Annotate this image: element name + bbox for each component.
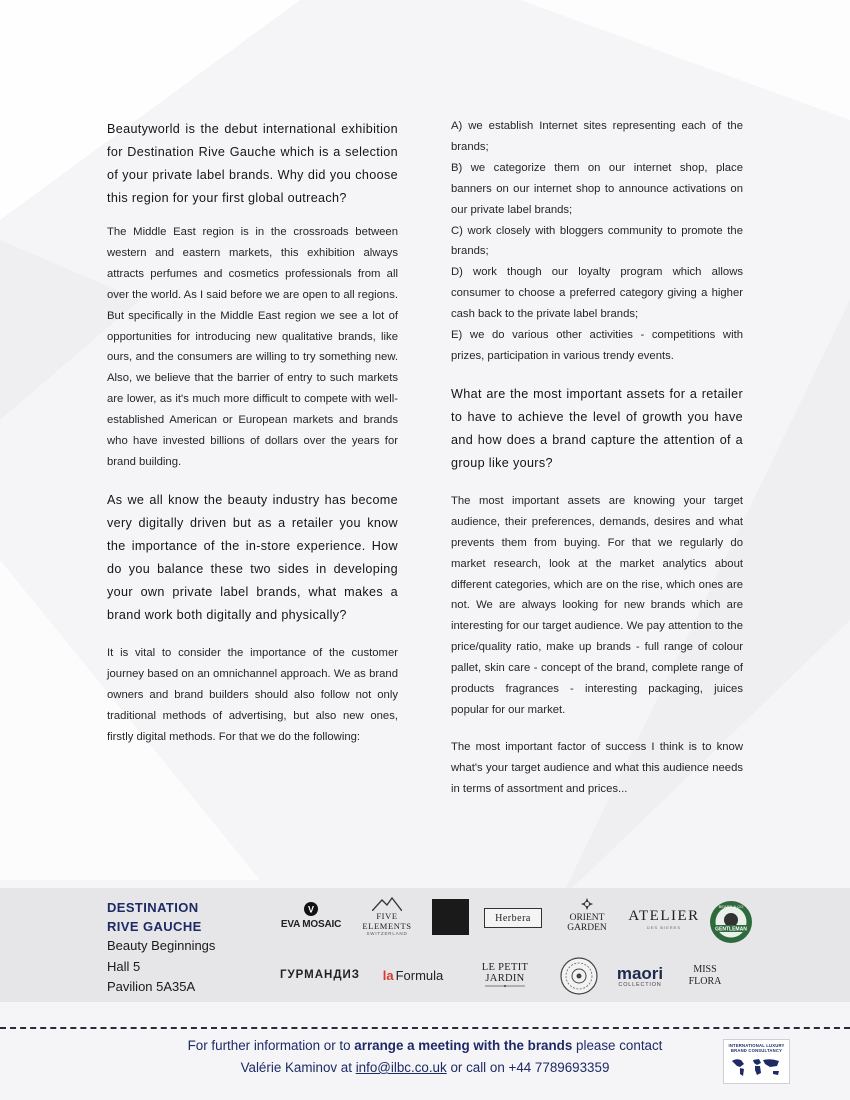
consultancy-logo: INTERNATIONAL LUXURY BRAND CONSULTANCY — [723, 1039, 790, 1084]
maori-collection-logo: maori COLLECTION — [616, 963, 664, 988]
question-3: What are the most important assets for a retailer to have to achieve the level of growth you have and how does a brand capture the attention of a group like yours? — [451, 386, 743, 470]
bearded-man-badge-icon — [709, 900, 753, 944]
arrange-meeting-emphasis: arrange a meeting with the brands — [354, 1038, 573, 1053]
svg-text:GENTLEMAN: GENTLEMAN — [715, 926, 747, 933]
eva-mosaic-logo: V EVA MOSAIC — [276, 897, 346, 933]
svg-text:BEARD & CO: BEARD & CO — [718, 904, 744, 909]
answer-2: It is vital to consider the importance of the customer journey based on an omnichannel approach. We as brand owners and brand builders should also follow not only traditional methods of advertising, but also new ones, firstly digital methods. For that we do the following: — [107, 646, 398, 743]
exhibitor-pavilion: Pavilion 5A35A — [107, 979, 196, 994]
list-item: E) we do various other activities - competitions with prizes, participation in various trendy events. — [451, 329, 743, 362]
exhibitor-name-line1: DESTINATION — [107, 900, 199, 915]
flower-icon — [579, 897, 595, 911]
answer-4: The most important factor of success I think is to know what's your target audience and what this audience needs in terms of assortment and prices... — [451, 740, 743, 795]
right-column — [451, 116, 743, 800]
answer-3: The most important assets are knowing your target audience, their preferences, demands, desires and what prevents them from buying. For that we regularly do market research, look at the market analytics about different categories, which are on the rise, which ones are not. We are always looking for new brands which are interesting for our target audience. We pay attention to the price/quality ratio, make up brands - full range of colour pallet, skin care - concept of the brand, complete range of products fragrances - interesting packaging, juices popular for our market. — [451, 494, 743, 716]
la-formula-logo: la Formula — [382, 967, 444, 983]
world-map-icon — [727, 1055, 787, 1079]
list-item: C) work closely with bloggers community to promote the brands; — [451, 224, 743, 258]
five-elements-logo: FIVE ELEMENTS SWITZERLAND — [352, 895, 422, 937]
list-item: B) we categorize them on our internet shop, place banners on our internet shop to announce activations on our private label brands; — [451, 161, 743, 216]
dashed-divider — [0, 1027, 850, 1029]
underline-ornament-icon — [480, 984, 530, 988]
left-column — [107, 118, 398, 747]
exhibitor-name-line2: RIVE GAUCHE — [107, 919, 202, 934]
miss-flora-logo: MISS FLORA — [688, 964, 722, 987]
contact-line-2: Valérie Kaminov at info@ilbc.co.uk or call on +44 7789693359 — [240, 1060, 610, 1075]
ornamental-seal-icon — [560, 957, 598, 995]
list-item: A) we establish Internet sites representing each of the brands; — [451, 120, 743, 153]
exhibitor-info — [107, 898, 215, 998]
le-petit-jardin-logo: LE PETIT JARDIN — [463, 962, 547, 988]
round-seal-logo — [560, 957, 598, 995]
atelier-logo: ATELIER DES BIERES — [628, 908, 700, 930]
activities-list — [451, 116, 743, 367]
black-square-logo — [432, 899, 469, 935]
herbera-logo: Herbera — [484, 908, 542, 928]
svg-text:V: V — [307, 904, 315, 914]
mustache-badge-logo — [709, 900, 753, 944]
list-item: D) work though our loyalty program which allows consumer to choose a preferred category giving a higher cash back to the private label brands; — [451, 266, 743, 321]
answer-1: The Middle East region is in the crossroads between western and eastern markets, this exhibition always attracts perfumes and cosmetics professionals from all over the world. As I said before we are open to all regions. But specifically in the Middle East region we see a lot of opportunities for introducing new qualitative brands, like ours, and the consumers are willing to try something new. Also, we believe that the barrier of entry to such markets are lower, as it's much more difficult to compete with well-established American or European markets and brands who have invested billions of dollars over the years for brand building. — [107, 226, 398, 468]
orient-garden-logo: ORIENT GARDEN — [551, 897, 623, 933]
mountain-icon — [372, 897, 402, 911]
question-1: Beautyworld is the debut international exhibition for Destination Rive Gauche which is a selection of your private label brands. Why did you choose this region for your first global outreach? — [107, 122, 398, 205]
email-link[interactable]: info@ilbc.co.uk — [355, 1060, 447, 1075]
gurmandiz-logo: ГУРМАНДИЗ — [279, 969, 361, 981]
contact-line-1: For further information or to arrange a meeting with the brands please contact — [187, 1038, 663, 1053]
eva-mosaic-emblem-icon — [303, 901, 319, 917]
exhibitor-hall: Hall 5 — [107, 958, 141, 974]
question-2: As we all know the beauty industry has become very digitally driven but as a retailer you know the importance of the in-store experience. How do you balance these two sides in developing your own private label brands, what makes a brand work both digitally and physically? — [107, 492, 398, 622]
exhibitor-event: Beauty Beginnings — [107, 938, 216, 953]
